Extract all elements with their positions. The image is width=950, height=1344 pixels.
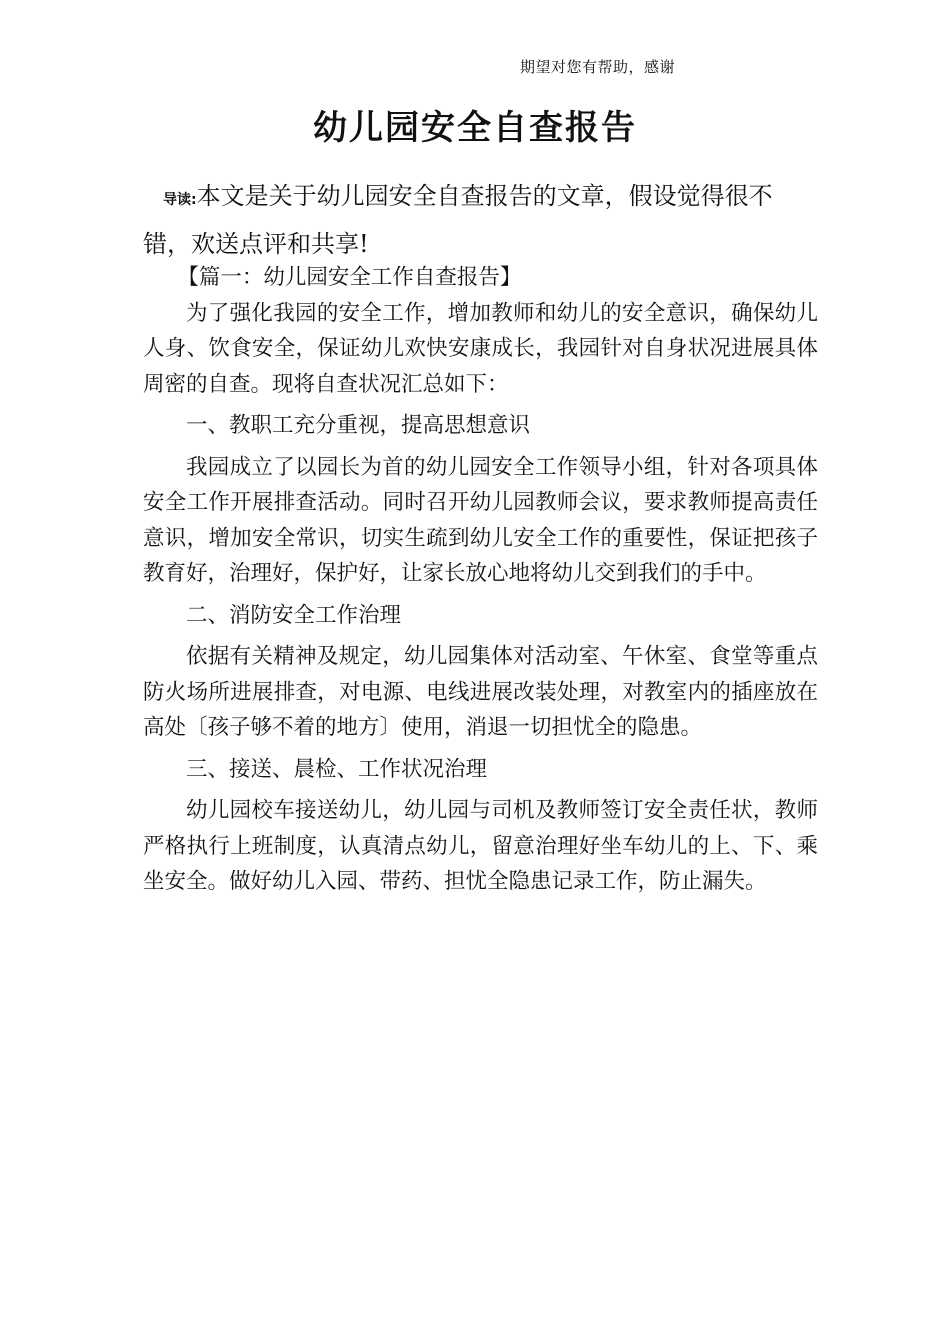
section-heading: 三、接送、晨检、工作状况治理	[186, 756, 488, 782]
intro-text: 本文是关于幼儿园安全自查报告的文章，假设觉得很不错，欢送点评和共享!	[143, 182, 773, 258]
intro-paragraph	[143, 174, 818, 266]
body-paragraph: 我园成立了以园长为首的幼儿园安全工作领导小组，针对各项具体安全工作开展排查活动。同时召开幼儿园教师会议，要求教师提高责任意识，增加安全常识，切实生疏到幼儿安全工作的重要性，保证把孩子教育好，治理好，保护好，让家长放心地将幼儿交到我们的手中。	[143, 454, 818, 586]
document-body	[143, 260, 818, 900]
header-note: 期望对您有帮助，感谢	[520, 58, 676, 76]
article-title: 【篇一：幼儿园安全工作自查报告】	[177, 265, 522, 290]
body-paragraph: 为了强化我园的安全工作，增加教师和幼儿的安全意识，确保幼儿人身、饮食安全，保证幼儿欢快安康成长，我园针对自身状况进展具体周密的自查。现将自查状况汇总如下：	[143, 300, 818, 397]
section-heading: 二、消防安全工作治理	[186, 602, 402, 628]
document-title: 幼儿园安全自查报告	[313, 108, 637, 148]
section-heading: 一、教职工充分重视，提高思想意识	[186, 413, 531, 438]
body-paragraph: 依据有关精神及规定，幼儿园集体对活动室、午休室、食堂等重点防火场所进展排查，对电源、电线进展改装处理，对教室内的插座放在高处〔孩子够不着的地方〕使用，消退一切担忧全的隐患。	[143, 644, 818, 740]
intro-label: 导读:	[163, 192, 197, 208]
body-paragraph: 幼儿园校车接送幼儿，幼儿园与司机及教师签订安全责任状，教师严格执行上班制度，认真清点幼儿，留意治理好坐车幼儿的上、下、乘坐安全。做好幼儿入园、带药、担忧全隐患记录工作，防止漏失。	[143, 798, 818, 894]
